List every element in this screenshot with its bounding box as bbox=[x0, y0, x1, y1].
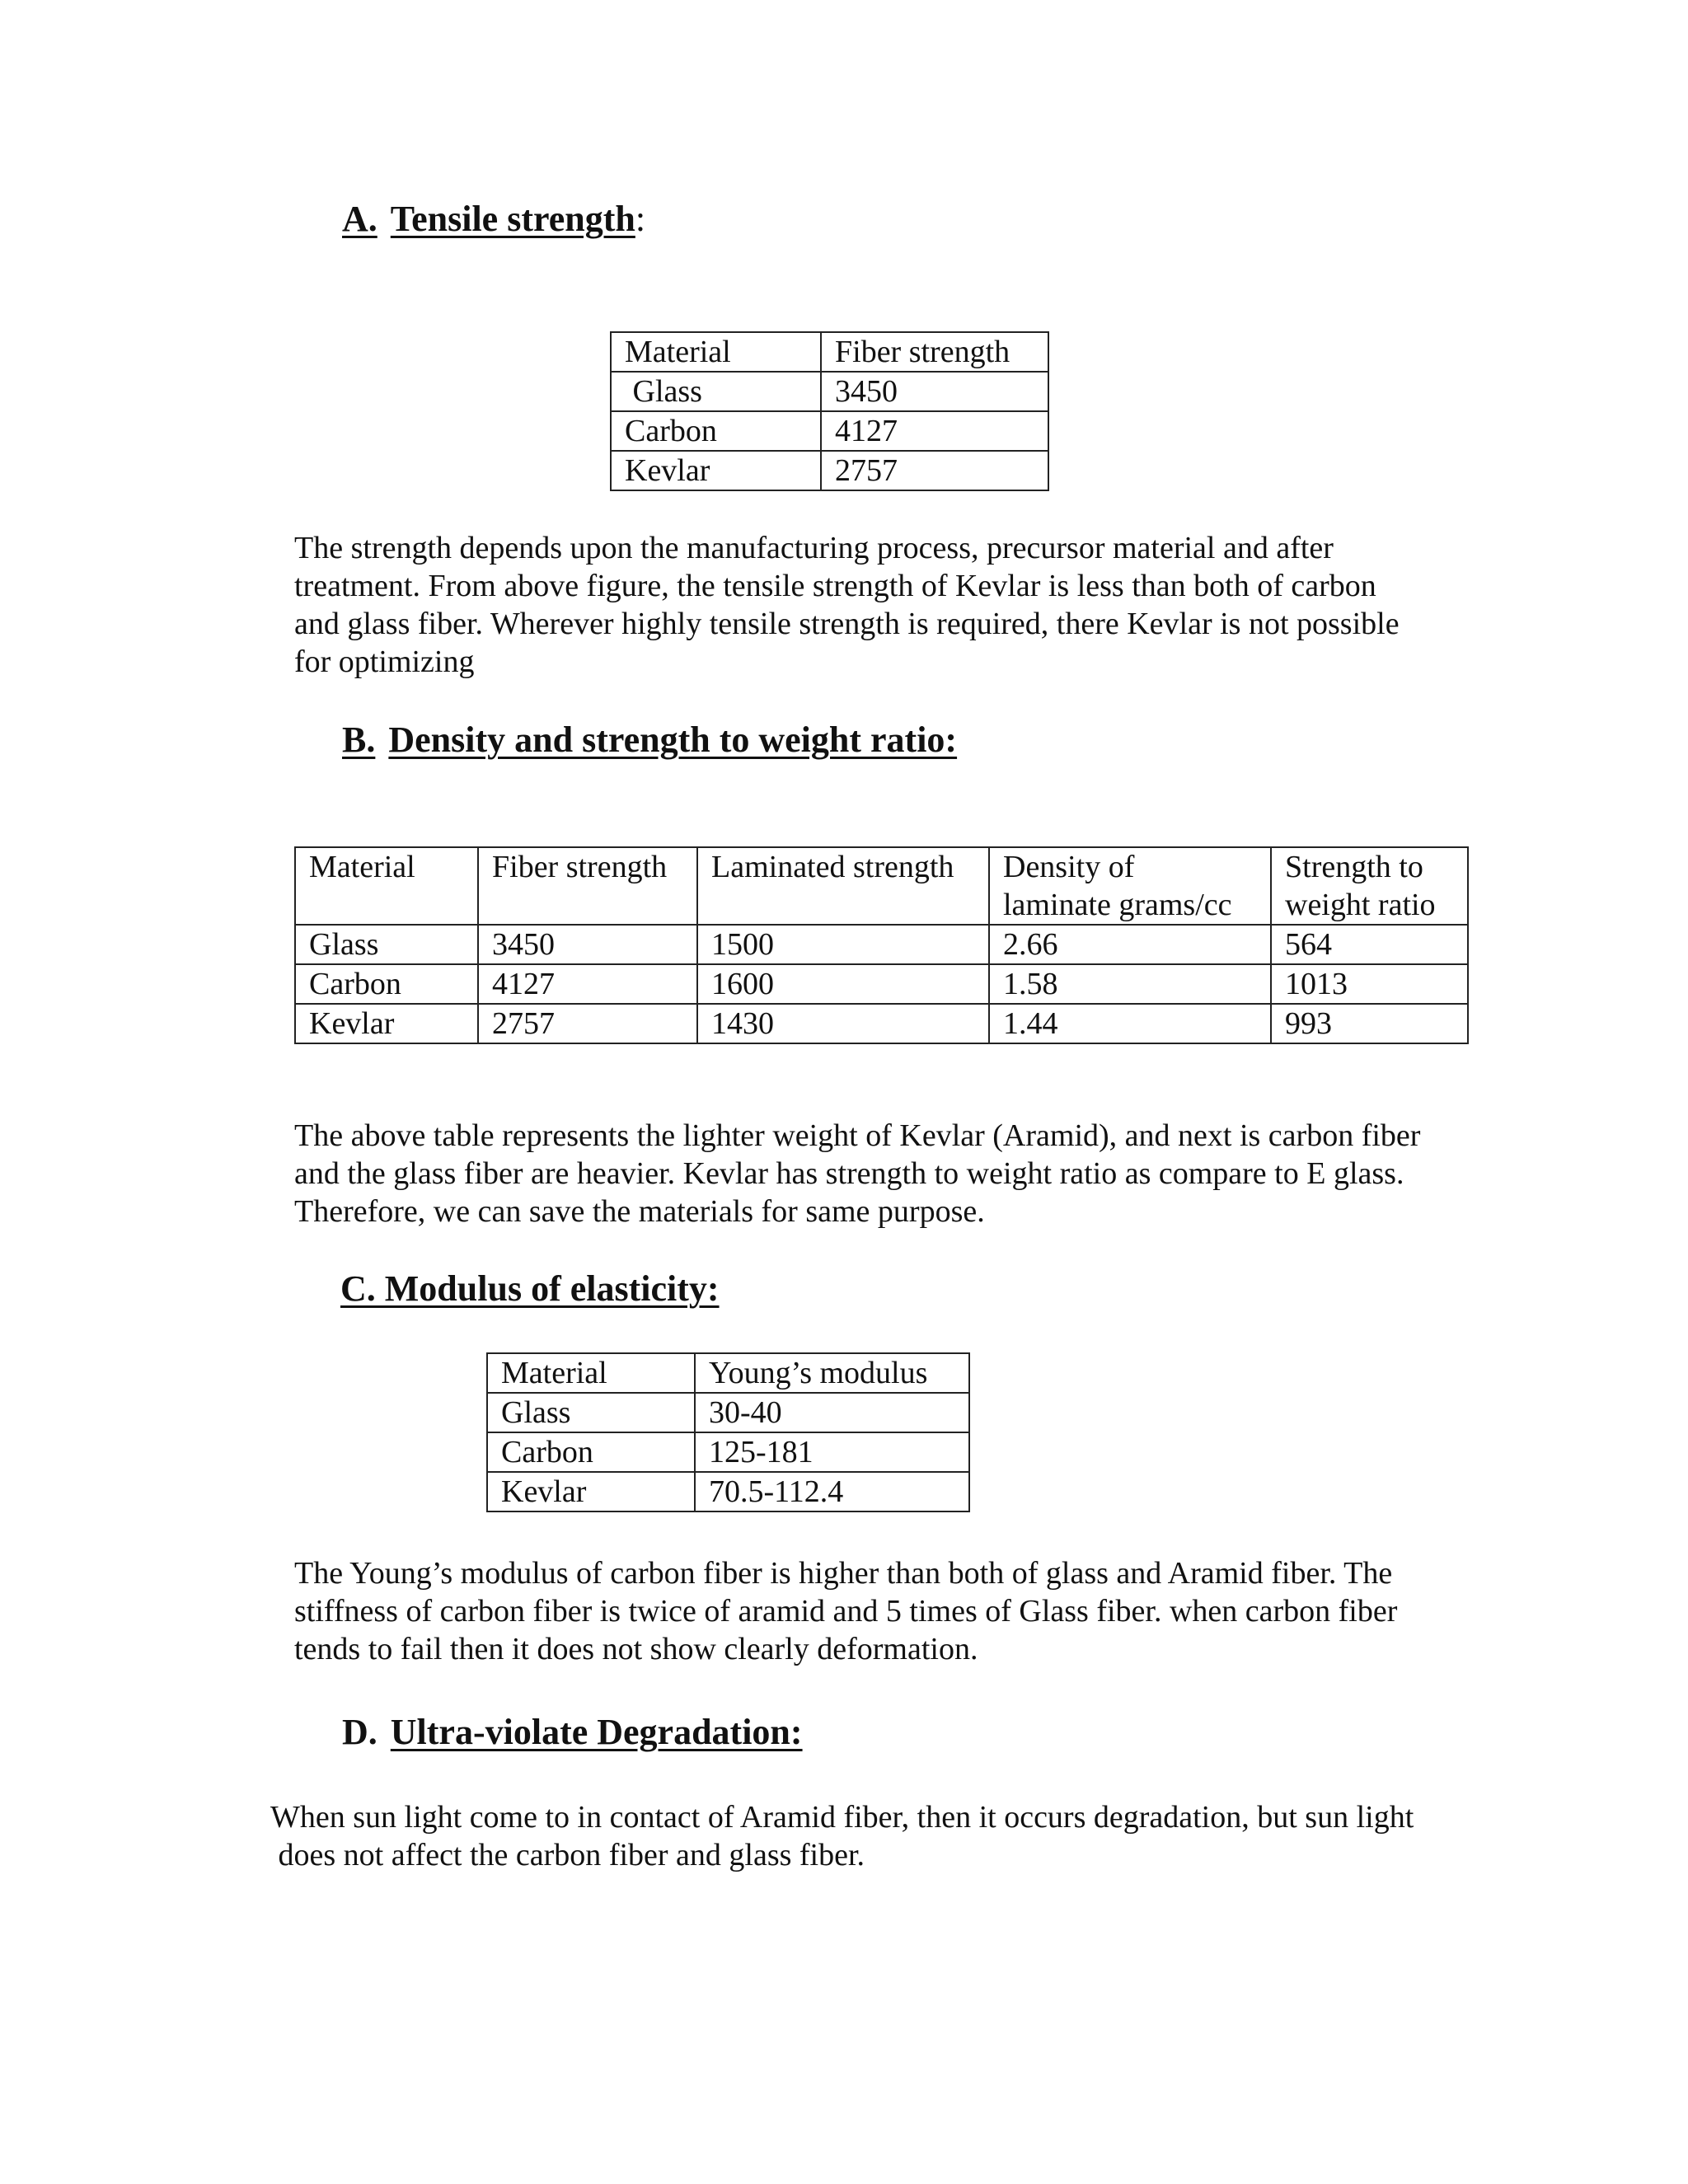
table-row bbox=[611, 372, 1048, 411]
paragraph-line: The above table represents the lighter weight of Kevlar (Aramid), and next is carbon fiber bbox=[294, 1118, 1421, 1153]
table-cell: Kevlar bbox=[295, 1004, 478, 1043]
table-cell: Kevlar bbox=[487, 1472, 695, 1511]
table-row bbox=[295, 925, 1468, 964]
section-b-paragraph bbox=[294, 1117, 1420, 1230]
section-d-paragraph bbox=[270, 1798, 1414, 1874]
table-row bbox=[611, 451, 1048, 490]
header-cell: Material bbox=[611, 332, 821, 372]
header-cell: Fiber strength bbox=[478, 847, 697, 925]
section-d-heading bbox=[342, 1711, 803, 1754]
paragraph-line: Therefore, we can save the materials for same purpose. bbox=[294, 1194, 985, 1229]
section-b-heading bbox=[342, 719, 957, 762]
table-cell: Carbon bbox=[295, 964, 478, 1004]
table-cell: 125-181 bbox=[695, 1432, 969, 1472]
paragraph-line: and the glass fiber are heavier. Kevlar has strength to weight ratio as compare to E glass. bbox=[294, 1156, 1404, 1191]
section-a-letter: A. bbox=[342, 199, 377, 239]
table-cell: Glass bbox=[611, 372, 821, 411]
section-c-title: C. Modulus of elasticity: bbox=[340, 1268, 720, 1309]
header-cell: Material bbox=[487, 1353, 695, 1393]
section-a-paragraph bbox=[294, 529, 1400, 681]
table-row bbox=[487, 1472, 969, 1511]
table-cell: 564 bbox=[1271, 925, 1468, 964]
table-cell: 1600 bbox=[697, 964, 989, 1004]
table-row bbox=[295, 964, 1468, 1004]
table-row bbox=[487, 1432, 969, 1472]
table-cell: 3450 bbox=[821, 372, 1048, 411]
table-row bbox=[611, 411, 1048, 451]
section-d-title: Ultra-violate Degradation: bbox=[390, 1712, 803, 1752]
table-cell: 30-40 bbox=[695, 1393, 969, 1432]
header-cell: Density of laminate grams/cc bbox=[989, 847, 1271, 925]
section-a-title: Tensile strength bbox=[390, 199, 635, 239]
paragraph-line: tends to fail then it does not show clearly deformation. bbox=[294, 1632, 978, 1666]
table-cell: Glass bbox=[487, 1393, 695, 1432]
paragraph-line: and glass fiber. Wherever highly tensile strength is required, there Kevlar is not possible bbox=[294, 607, 1400, 641]
header-cell: Material bbox=[295, 847, 478, 925]
paragraph-line: treatment. From above figure, the tensile strength of Kevlar is less than both of carbon bbox=[294, 569, 1376, 603]
section-d-letter: D. bbox=[342, 1712, 377, 1752]
section-b-letter: B. bbox=[342, 719, 376, 760]
table-cell: Glass bbox=[295, 925, 478, 964]
table-row bbox=[487, 1393, 969, 1432]
table-header-row bbox=[295, 847, 1468, 925]
paragraph-line: The Young’s modulus of carbon fiber is higher than both of glass and Aramid fiber. The bbox=[294, 1556, 1393, 1591]
table-header-row bbox=[611, 332, 1048, 372]
table-cell: 3450 bbox=[478, 925, 697, 964]
table-cell: 1.58 bbox=[989, 964, 1271, 1004]
header-cell: Young’s modulus bbox=[695, 1353, 969, 1393]
tensile-strength-table bbox=[610, 331, 1049, 491]
paragraph-line: stiffness of carbon fiber is twice of aramid and 5 times of Glass fiber. when carbon fiber bbox=[294, 1594, 1398, 1629]
section-c-heading bbox=[340, 1268, 720, 1310]
paragraph-line: for optimizing bbox=[294, 644, 475, 679]
table-cell: 1.44 bbox=[989, 1004, 1271, 1043]
table-cell: 4127 bbox=[478, 964, 697, 1004]
table-cell: 1500 bbox=[697, 925, 989, 964]
header-cell: Laminated strength bbox=[697, 847, 989, 925]
paragraph-line: When sun light come to in contact of Aramid fiber, then it occurs degradation, but sun light bbox=[270, 1800, 1414, 1835]
table-cell: 4127 bbox=[821, 411, 1048, 451]
modulus-table bbox=[486, 1352, 970, 1512]
table-cell: 70.5-112.4 bbox=[695, 1472, 969, 1511]
table-cell: Carbon bbox=[487, 1432, 695, 1472]
table-header-row bbox=[487, 1353, 969, 1393]
table-cell: 1013 bbox=[1271, 964, 1468, 1004]
header-cell: Strength to weight ratio bbox=[1271, 847, 1468, 925]
section-c-paragraph bbox=[294, 1554, 1397, 1668]
table-cell: 993 bbox=[1271, 1004, 1468, 1043]
table-cell: 2757 bbox=[478, 1004, 697, 1043]
paragraph-line: does not affect the carbon fiber and glass fiber. bbox=[270, 1838, 865, 1872]
table-cell: 2757 bbox=[821, 451, 1048, 490]
section-a-colon: : bbox=[635, 199, 646, 239]
table-cell: Kevlar bbox=[611, 451, 821, 490]
table-cell: Carbon bbox=[611, 411, 821, 451]
section-a-heading bbox=[342, 198, 645, 241]
table-cell: 1430 bbox=[697, 1004, 989, 1043]
table-row bbox=[295, 1004, 1468, 1043]
section-b-title: Density and strength to weight ratio: bbox=[388, 719, 958, 760]
density-strength-table bbox=[294, 846, 1469, 1044]
table-cell: 2.66 bbox=[989, 925, 1271, 964]
header-cell: Fiber strength bbox=[821, 332, 1048, 372]
paragraph-line: The strength depends upon the manufacturing process, precursor material and after bbox=[294, 531, 1334, 565]
